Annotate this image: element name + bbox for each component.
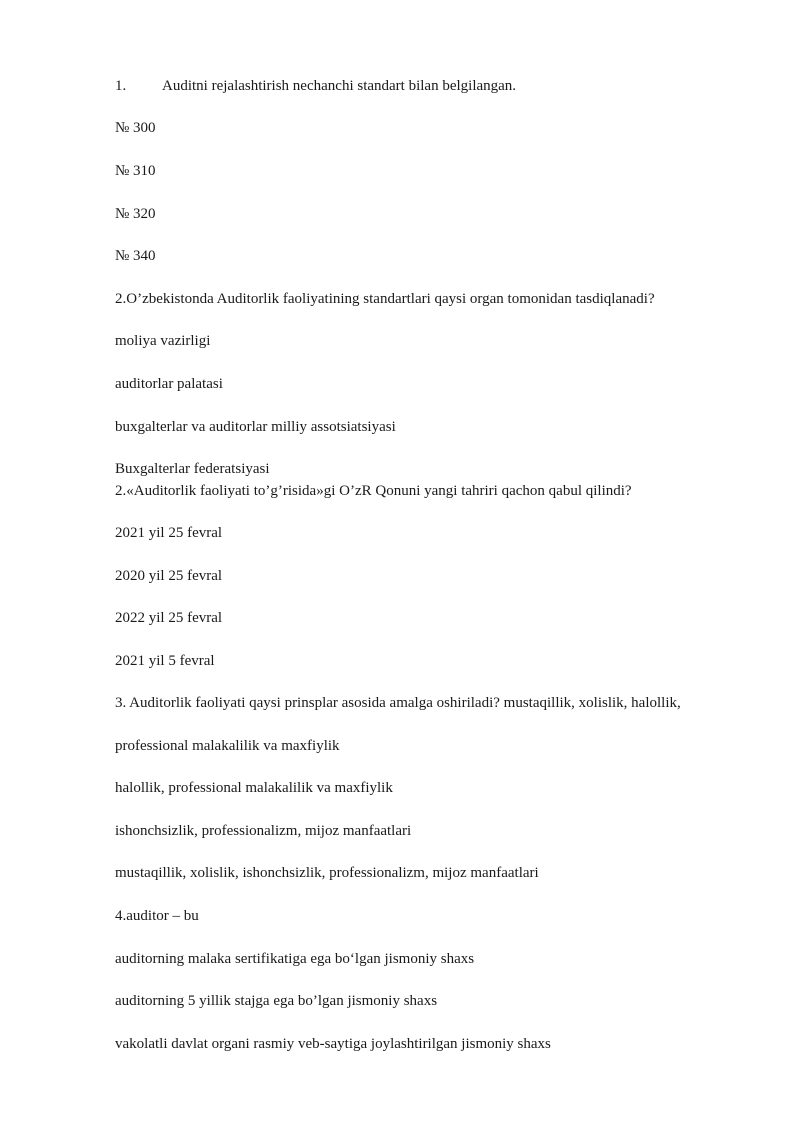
answer-option: auditorning malaka sertifikatiga ega bo‘lgan jismoniy shaxs	[115, 951, 475, 967]
answer-option: vakolatli davlat organi rasmiy veb-saytiga joylashtirilgan jismoniy shaxs	[115, 1036, 551, 1052]
answer-option: professional malakalilik va maxfiylik	[115, 738, 340, 754]
answer-option: 2020 yil 25 fevral	[115, 568, 223, 584]
question-2-law: 2.«Auditorlik faoliyati to’g’risida»gi O’zR Qonuni yangi tahriri qachon qabul qilindi?	[115, 483, 632, 499]
question-2-standards: 2.O’zbekistonda Auditorlik faoliyatining standartlari qaysi organ tomonidan tasdiqlanadi?	[115, 291, 655, 307]
answer-option: № 310	[115, 163, 156, 179]
answer-option: auditorning 5 yillik stajga ega bo’lgan jismoniy shaxs	[115, 993, 438, 1009]
question-3: 3. Auditorlik faoliyati qaysi prinsplar asosida amalga oshiriladi? mustaqillik, xolislik, halollik,	[115, 695, 681, 711]
question-1	[115, 77, 516, 95]
answer-option: 2022 yil 25 fevral	[115, 610, 223, 626]
answer-option: № 300	[115, 120, 156, 136]
answer-option: № 340	[115, 248, 156, 264]
answer-option: moliya vazirligi	[115, 333, 211, 349]
answer-option: 2021 yil 25 fevral	[115, 525, 223, 541]
question-text: Auditni rejalashtirish nechanchi standart bilan belgilangan.	[162, 78, 517, 94]
answer-option: ishonchsizlik, professionalizm, mijoz manfaatlari	[115, 823, 412, 839]
answer-option: halollik, professional malakalilik va maxfiylik	[115, 780, 393, 796]
answer-option: Buxgalterlar federatsiyasi	[115, 461, 270, 477]
question-4: 4.auditor – bu	[115, 908, 199, 924]
answer-option: buxgalterlar va auditorlar milliy assotsiatsiyasi	[115, 419, 396, 435]
answer-option: № 320	[115, 206, 156, 222]
answer-option: auditorlar palatasi	[115, 376, 223, 392]
question-number: 1.	[115, 78, 127, 94]
answer-option: mustaqillik, xolislik, ishonchsizlik, professionalizm, mijoz manfaatlari	[115, 865, 539, 881]
answer-option: 2021 yil 5 fevral	[115, 653, 215, 669]
